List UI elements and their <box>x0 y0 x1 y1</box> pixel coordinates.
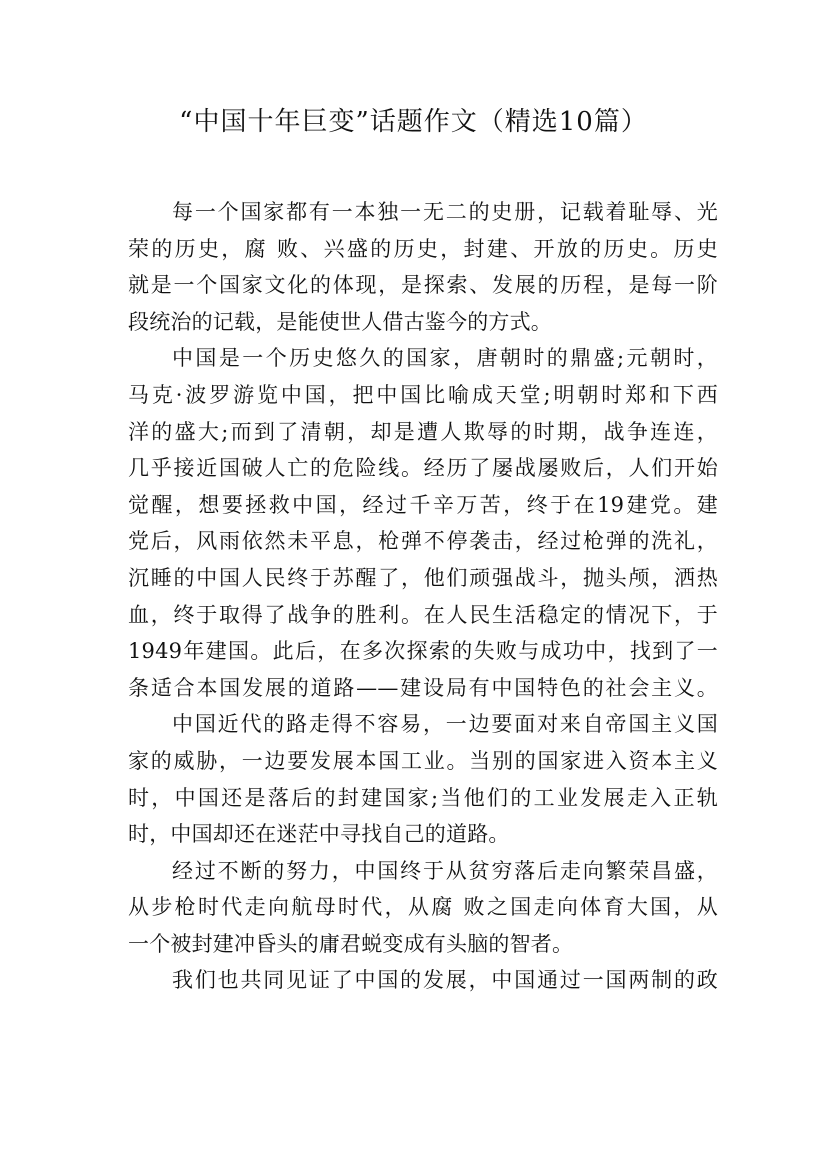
text-line: 家的威胁，一边要发展本国工业。当别的国家进入资本主义 <box>128 748 718 773</box>
text-line: 一个被封建冲昏头的庸君蜕变成有头脑的智者。 <box>128 931 574 956</box>
text-line: 时，中国却还在迷茫中寻找自己的道路。 <box>128 822 510 847</box>
text-line: 沉睡的中国人民终于苏醒了，他们顽强战斗，抛头颅，洒热 <box>128 565 718 590</box>
text-line: 条适合本国发展的道路——建设局有中国特色的社会主义。 <box>128 675 718 700</box>
text-line: 洋的盛大;而到了清朝，却是遭人欺辱的时期，战争连连， <box>128 419 718 444</box>
text-line: 荣的历史，腐 败、兴盛的历史，封建、开放的历史。历史 <box>128 236 718 261</box>
text-line: 中国是一个历史悠久的国家，唐朝时的鼎盛;元朝时， <box>172 346 718 371</box>
text-line: 每一个国家都有一本独一无二的史册，记载着耻辱、光 <box>172 200 718 224</box>
document-title: “中国十年巨变”话题作文（精选10篇） <box>179 107 648 137</box>
text-line: 觉醒，想要拯救中国，经过千辛万苦，终于在19建党。建 <box>128 492 718 517</box>
text-line: 马克·波罗游览中国，把中国比喻成天堂;明朝时郑和下西 <box>128 382 718 407</box>
document-body <box>128 194 718 999</box>
text-line: 血，终于取得了战争的胜利。在人民生活稳定的情况下，于 <box>128 602 718 627</box>
text-line: 经过不断的努力，中国终于从贫穷落后走向繁荣昌盛， <box>172 858 718 883</box>
text-line: 段统治的记载，是能使世人借古鉴今的方式。 <box>128 309 552 334</box>
text-line: 就是一个国家文化的体现，是探索、发展的历程，是每一阶 <box>128 273 718 298</box>
text-line: 党后，风雨依然未平息，枪弹不停袭击，经过枪弹的洗礼， <box>128 529 718 554</box>
text-line: 时，中国还是落后的封建国家;当他们的工业发展走入正轨 <box>128 785 718 810</box>
text-line: 1949年建国。此后，在多次探索的失败与成功中，找到了一 <box>128 639 718 664</box>
text-line: 从步枪时代走向航母时代，从腐 败之国走向体育大国，从 <box>128 895 718 920</box>
text-line: 几乎接近国破人亡的危险线。经历了屡战屡败后，人们开始 <box>128 456 718 481</box>
text-line: 我们也共同见证了中国的发展，中国通过一国两制的政 <box>172 968 718 993</box>
text-line: 中国近代的路走得不容易，一边要面对来自帝国主义国 <box>172 712 718 737</box>
